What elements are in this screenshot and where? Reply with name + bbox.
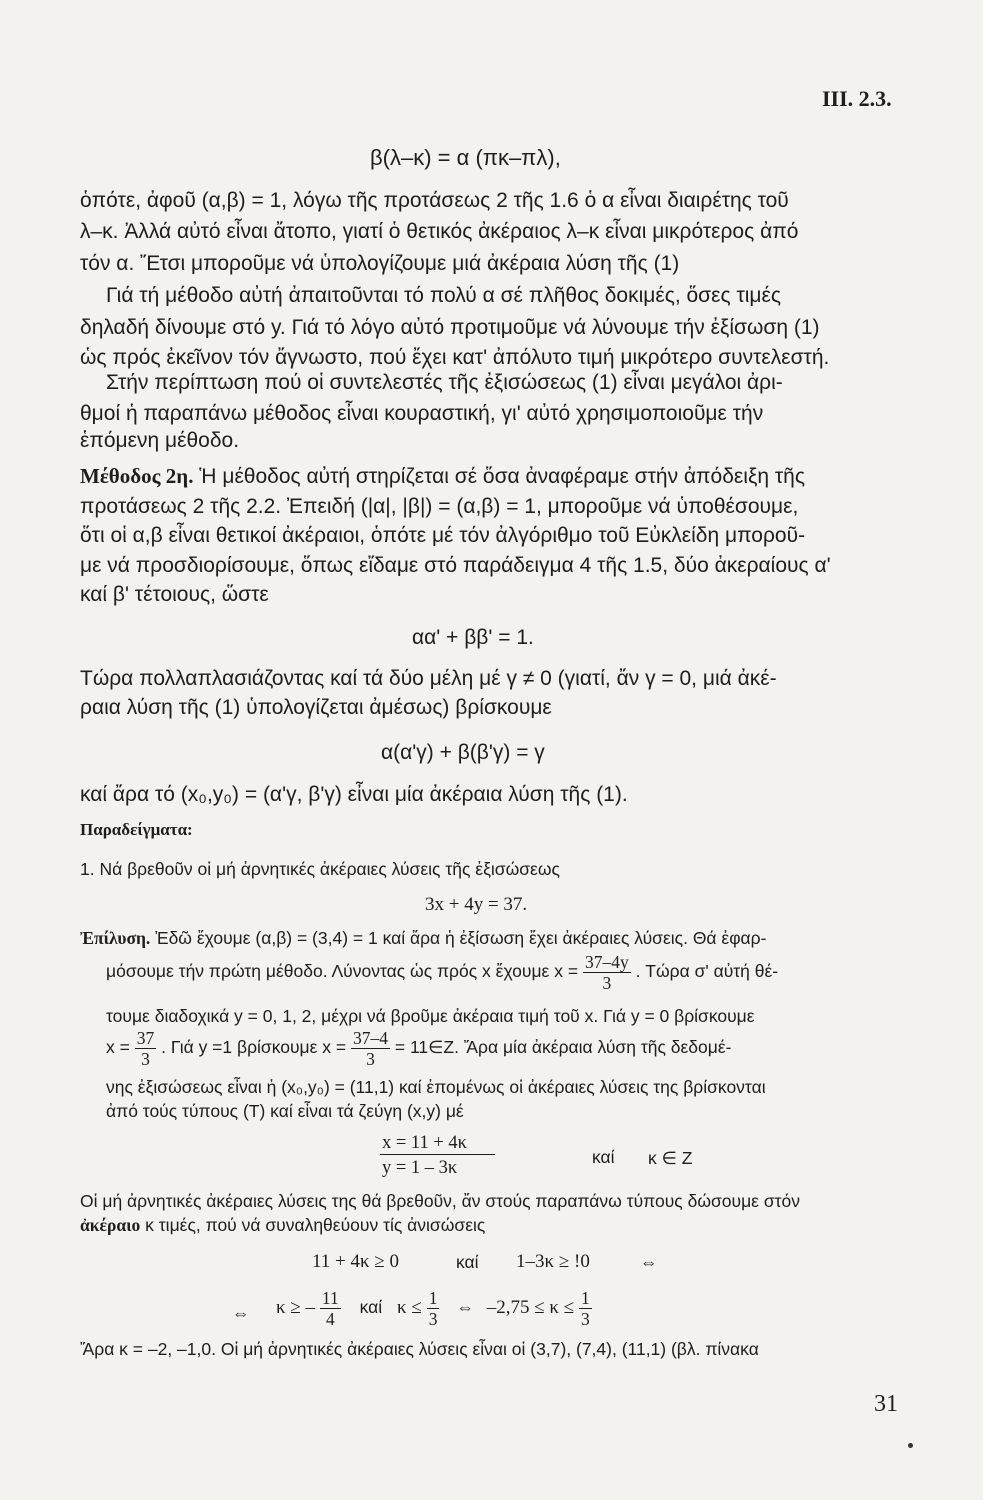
equation-beta-lambda: β(λ–κ) = α (πκ–πλ), (370, 145, 561, 170)
fraction (320, 1288, 341, 1329)
fraction (351, 1028, 390, 1069)
example-1-statement: 1. Νά βρεθοῦν οἱ μή ἀρνητικές ἀκέραιες λύσεις τῆς ἐξισώσεως (80, 859, 560, 879)
text-fragment: . Τώρα σ' αὐτή θέ- (635, 961, 779, 982)
system-divider (380, 1154, 495, 1155)
text-fragment: καί (359, 1297, 383, 1318)
example-1-line-7: Οἱ μή ἀρνητικές ἀκέραιες λύσεις της θά βρεθοῦν, ἄν στούς παραπάνω τύπους δώσουμε στόν (80, 1191, 801, 1211)
bold-word: ἀκέραιο (80, 1215, 141, 1235)
fraction (135, 1028, 157, 1069)
solution-text: Ἐδῶ ἔχουμε (α,β) = (3,4) = 1 καί ἄρα ἡ ἐξίσωση ἔχει ἀκέραιες λύσεις. Θά ἐφαρ- (155, 928, 767, 948)
text-line: Γιά τή μέθοδο αὐτή ἀπαιτοῦνται τό πολύ α σέ πλῆθος δοκιμές, ὅσες τιμές (106, 284, 782, 307)
page-number: 31 (874, 1391, 898, 1417)
inequality-1a: 11 + 4κ ≥ 0 (312, 1251, 400, 1272)
text-line: ὡς πρός ἐκεῖνον τόν ἄγνωστο, πού ἔχει κατ' ἀπόλυτο τιμή μικρότερο συντελεστή. (80, 346, 830, 369)
text-line: Τώρα πολλαπλασιάζοντας καί τά δύο μέλη μέ γ ≠ 0 (γιατί, ἄν γ = 0, μιά ἀκέ- (80, 667, 777, 690)
text-line: ὁπότε, ἀφοῦ (α,β) = 1, λόγω τῆς προτάσεως 2 τῆς 1.6 ὁ α εἶναι διαιρέτης τοῦ (80, 189, 789, 212)
text-fragment: . Γιά y =1 βρίσκουμε x = (161, 1037, 347, 1058)
fraction (427, 1288, 440, 1329)
fraction-numerator: 37–4y (584, 952, 629, 972)
method-2-text: Ἡ μέθοδος αὐτή στηρίζεται σέ ὅσα ἀναφέραμε στήν ἀπόδειξη τῆς (199, 465, 805, 488)
fraction-denominator: 3 (141, 1049, 150, 1069)
fraction-numerator: 11 (321, 1288, 339, 1308)
text-fragment: μόσουμε τήν πρώτη μέθοδο. Λύνοντας ὡς πρός x ἔχουμε x = (106, 961, 579, 982)
fraction (583, 952, 631, 993)
fraction-numerator: 1 (428, 1288, 438, 1308)
text-line: λ–κ. Ἀλλά αὐτό εἶναι ἄτοπο, γιατί ὁ θετικός ἀκέραιος λ–κ εἶναι μικρότερος ἀπό (80, 220, 799, 243)
example-1-line-5: νης ἐξισώσεως εἶναι ἡ (x₀,y₀) = (11,1) καί ἑπομένως οἱ ἀκέραιες λύσεις της βρίσκονται (106, 1077, 766, 1097)
text-line: καί β' τέτοιους, ὥστε (80, 583, 269, 606)
method-2-first-line (80, 462, 805, 491)
fraction-denominator: 3 (366, 1049, 375, 1069)
iff-icon: ⇔ (456, 1297, 474, 1318)
solution-label: Ἐπίλυση. (80, 928, 151, 948)
fraction-denominator: 3 (581, 1309, 590, 1329)
text-fragment: κ τιμές, πού νά συναληθεύουν τίς ἀνισώσεις (145, 1215, 486, 1235)
system-and: καί (592, 1147, 615, 1167)
text-line: προτάσεως 2 τῆς 2.2. Ἐπειδή (|α|, |β|) = (α,β) = 1, μποροῦμε νά ὑποθέσουμε, (80, 495, 799, 518)
text-fragment: x = (106, 1037, 130, 1058)
example-1-line-2 (106, 952, 778, 993)
fraction-denominator: 3 (602, 973, 612, 993)
example-1-line-8 (80, 1213, 485, 1237)
text-fragment: κ ≤ (397, 1297, 422, 1319)
text-line: ὅτι οἱ α,β εἶναι θετικοί ἀκέραιοι, ὁπότε μέ τόν ἀλγόριθμο τοῦ Εὐκλείδη μποροῦ- (80, 524, 806, 547)
text-line: θμοί ἡ παραπάνω μέθοδος εἶναι κουραστική, γι' αὐτό χρησιμοποιοῦμε τήν (80, 402, 764, 425)
equation-gamma: α(α'γ) + β(β'γ) = γ (381, 741, 545, 764)
text-line: δηλαδή δίνουμε στό y. Γιά τό λόγο αὐτό προτιμοῦμε νά λύνουμε τήν ἐξίσωση (1) (80, 316, 820, 339)
fraction (579, 1288, 592, 1329)
inequality-and: καί (456, 1252, 479, 1272)
system-k-in-z: κ ∈ Z (648, 1148, 693, 1168)
fraction-denominator: 3 (428, 1309, 438, 1329)
examples-heading: Παραδείγματα: (80, 820, 193, 839)
text-line: καί ἄρα τό (x₀,y₀) = (α'γ, β'γ) εἶναι μία ἀκέραια λύση τῆς (1). (80, 783, 628, 806)
example-1-line-3: τουμε διαδοχικά y = 0, 1, 2, μέχρι νά βροῦμε ἀκέραια τιμή τοῦ x. Γιά y = 0 βρίσκουμε (106, 1006, 755, 1026)
text-line: ἑπόμενη μέθοδο. (80, 429, 240, 452)
method-2-label: Μέθοδος 2η. (80, 464, 194, 488)
example-1-line-4 (106, 1028, 732, 1069)
text-fragment: κ ≥ – (276, 1297, 316, 1319)
text-fragment: –2,75 ≤ κ ≤ (486, 1297, 575, 1319)
fraction-denominator: 4 (325, 1309, 335, 1329)
text-line: με νά προσδιορίσουμε, ὅπως εἴδαμε στό παράδειγμα 4 τῆς 1.5, δύο ἀκεραίους α' (80, 554, 831, 577)
text-fragment: = 11∈Z. Ἄρα μία ἀκέραια λύση τῆς δεδομέ- (394, 1037, 732, 1058)
example-1-solution-line (80, 926, 766, 950)
example-1-line-9: Ἄρα κ = –2, –1,0. Οἱ μή ἀρνητικές ἀκέραιες λύσεις εἶναι οἱ (3,7), (7,4), (11,1) (βλ. πίνακα (80, 1339, 759, 1359)
text-line: ραια λύση τῆς (1) ὑπολογίζεται ἀμέσως) βρίσκουμε (80, 696, 552, 719)
fraction-numerator: 1 (581, 1288, 590, 1308)
iff-icon: ⇔ (232, 1303, 250, 1323)
fraction-numerator: 37–4 (353, 1028, 389, 1048)
system-eq-x: x = 11 + 4κ (382, 1133, 468, 1153)
text-line: τόν α. Ἔτσι μποροῦμε νά ὑπολογίζουμε μιά ἀκέραια λύση τῆς (1) (80, 252, 680, 275)
inequality-1b: 1–3κ ≥ !0 (516, 1251, 590, 1272)
example-1-equation: 3x + 4y = 37. (425, 894, 528, 915)
example-1-line-6: ἀπό τούς τύπους (Τ) καί εἶναι τά ζεύγη (x,y) μέ (106, 1101, 464, 1121)
ink-dot (908, 1443, 913, 1448)
text-line: Στήν περίπτωση πού οἱ συντελεστές τῆς ἐξισώσεως (1) εἶναι μεγάλοι ἀρι- (106, 371, 783, 394)
inequality-2 (276, 1288, 592, 1329)
equation-bezout: αα' + ββ' = 1. (412, 626, 534, 649)
system-eq-y: y = 1 – 3κ (382, 1158, 458, 1178)
fraction-numerator: 37 (136, 1028, 155, 1048)
iff-icon: ⇔ (640, 1252, 658, 1272)
section-header: III. 2.3. (822, 86, 892, 111)
